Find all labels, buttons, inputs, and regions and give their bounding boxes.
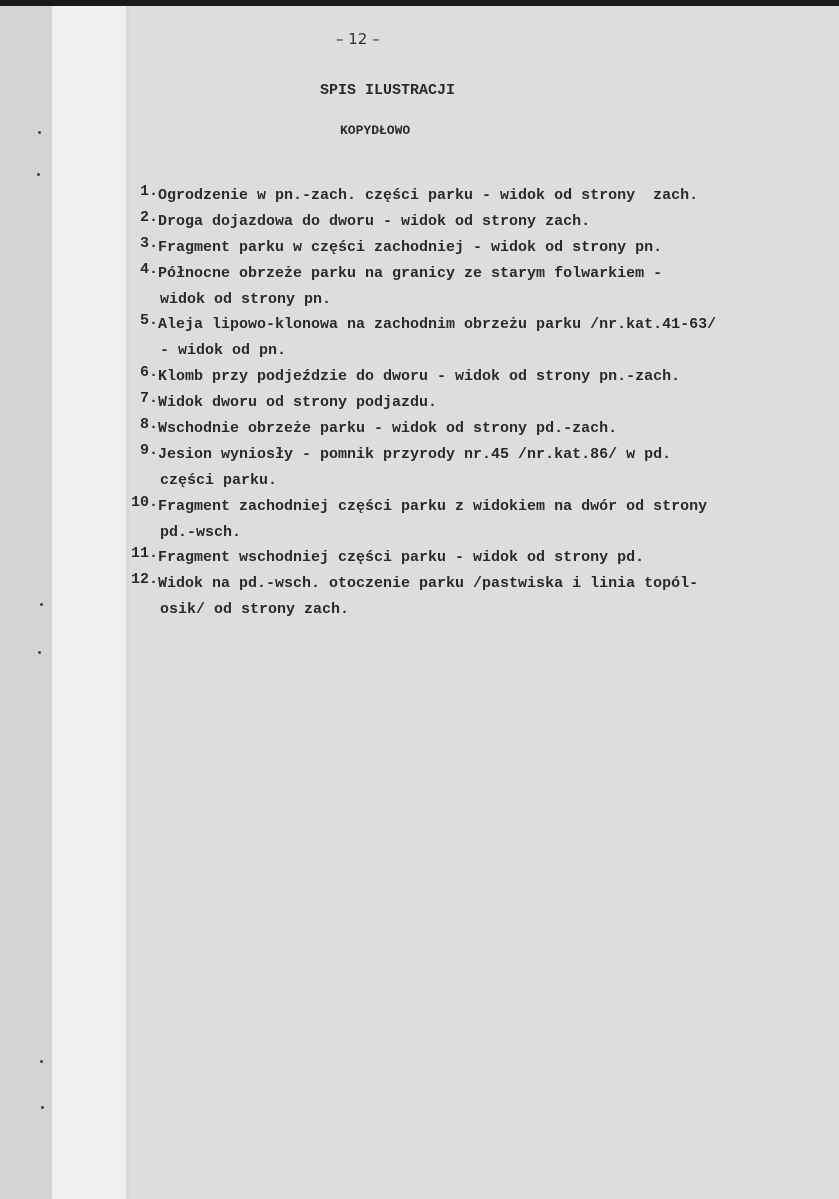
item-text (158, 364, 808, 390)
item-line: Ogrodzenie w pn.-zach. części parku - widok od strony zach. (158, 187, 699, 204)
left-margin-shadow (0, 6, 52, 1199)
item-number: 5. (139, 312, 158, 330)
punch-mark (37, 173, 40, 176)
item-line: części parku. (160, 471, 278, 489)
item-line: osik/ od strony zach. (160, 601, 350, 619)
punch-mark (41, 1106, 44, 1109)
item-number: 1. (139, 183, 158, 200)
list-item (128, 416, 808, 442)
list-item (128, 390, 808, 416)
item-number: 4. (139, 260, 158, 278)
item-line: Fragment zachodniej części parku z widokiem na dwór od strony (158, 497, 708, 515)
item-number: 12. (130, 571, 158, 589)
item-line: pd.-wsch. (160, 523, 242, 541)
punch-mark (38, 131, 41, 134)
list-item (128, 442, 808, 494)
item-line: Wschodnie obrzeże parku - widok od strony pd.-zach. (158, 420, 618, 438)
item-number: 2. (139, 208, 158, 226)
item-line: Aleja lipowo-klonowa na zachodnim obrzeżu parku /nr.kat.41-63/ (158, 316, 717, 334)
item-number: 3. (139, 234, 158, 252)
illustration-list (128, 183, 808, 623)
item-line: Klomb przy podjeździe do dworu - widok od strony pn.-zach. (158, 368, 681, 386)
item-line: Droga dojazdowa do dworu - widok od strony zach. (158, 212, 591, 230)
item-line: Widok na pd.-wsch. otoczenie parku /pastwiska i linia topól- (158, 575, 699, 593)
list-item (128, 261, 808, 313)
punch-mark (40, 603, 43, 606)
list-item (128, 183, 808, 209)
item-number: 11. (130, 545, 158, 563)
item-number: 8. (139, 416, 158, 434)
list-item (128, 312, 808, 364)
item-number: 7. (139, 390, 158, 408)
item-text (158, 312, 808, 364)
item-number: 9. (139, 441, 158, 459)
list-item (128, 364, 808, 390)
item-line: Fragment wschodniej części parku - widok od strony pd. (158, 549, 645, 567)
item-text (158, 209, 808, 235)
item-line: widok od strony pn. (160, 290, 332, 308)
page-subtitle: KOPYDŁOWO (340, 123, 411, 138)
item-text (158, 235, 808, 261)
page-number: – 12 – (336, 30, 380, 48)
list-item (128, 235, 808, 261)
punch-mark (40, 1060, 43, 1063)
page-title: SPIS ILUSTRACJI (320, 82, 456, 99)
item-line: Fragment parku w części zachodniej - widok od strony pn. (158, 238, 663, 256)
list-item (128, 494, 808, 546)
item-number: 10. (130, 493, 158, 511)
item-text (158, 390, 808, 416)
list-item (128, 571, 808, 623)
item-line: Północne obrzeże parku na granicy ze starym folwarkiem - (158, 264, 663, 282)
item-text (158, 416, 808, 442)
list-item (128, 209, 808, 235)
item-text (158, 494, 808, 546)
item-line: Jesion wyniosły - pomnik przyrody nr.45 /nr.kat.86/ w pd. (158, 445, 672, 463)
item-text (158, 545, 808, 571)
punch-mark (38, 651, 41, 654)
item-text (158, 571, 808, 623)
item-line: Widok dworu od strony podjazdu. (158, 394, 438, 412)
list-item (128, 545, 808, 571)
item-number: 6. (139, 364, 158, 382)
item-text (158, 261, 808, 313)
item-text (158, 183, 808, 209)
binding-strip (52, 6, 128, 1199)
item-text (158, 442, 808, 494)
item-line: - widok od pn. (160, 342, 287, 360)
